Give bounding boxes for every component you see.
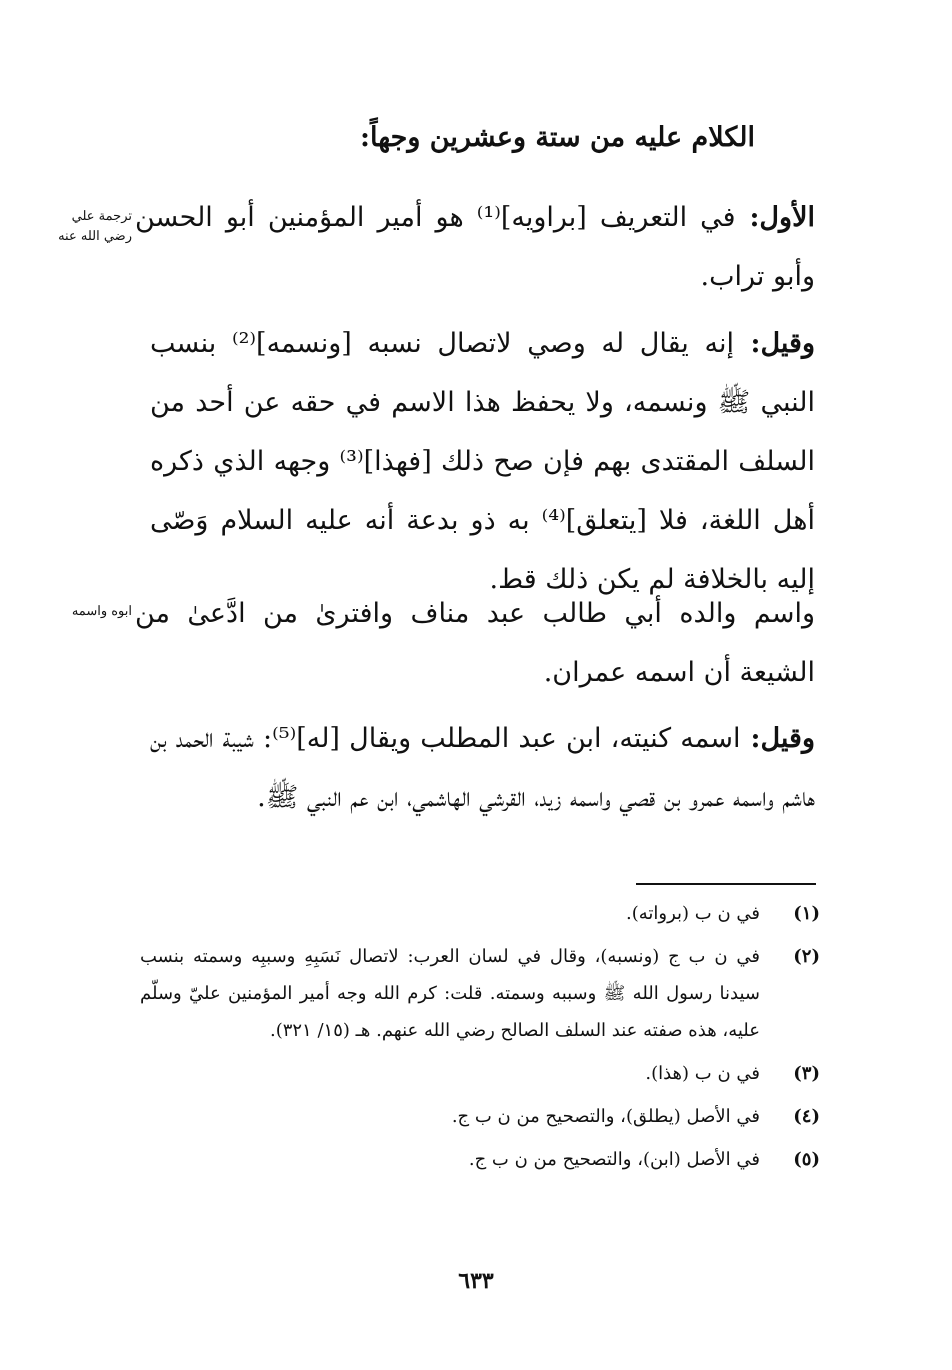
footnote-number: (٤) [793, 1106, 820, 1127]
section-heading: الكلام عليه من ستة وعشرين وجهاً: [360, 122, 755, 153]
paragraph-text: إنه يقال له وصي لاتصال نسبه [ونسمه]⁽²⁾ بنسب النبي ﷺ ونسمه، ولا يحفظ هذا الاسم في حقه عن أحد من السلف المقتدى بهم فإن صح ذلك [فهذا]⁽³⁾ وجهه الذي ذكره أهل اللغة، فلا [يتعلق]⁽⁴⁾ به ذو بدعة أنه عليه السلام وَصّى إليه بالخلافة لم يكن ذلك قط. [150, 328, 815, 595]
margin-note-ali-bio [58, 207, 132, 247]
footnote-number: (٣) [793, 1063, 820, 1084]
paragraph-wasi [150, 314, 815, 609]
footnote-number: (٢) [793, 946, 820, 967]
paragraph-text: واسم والده أبي طالب عبد مناف وافترىٰ من ادَّعىٰ من الشيعة أن اسمه عمران. [135, 598, 815, 688]
margin-note-father [72, 602, 132, 622]
paragraph-text: اسمه كنيته، ابن عبد المطلب ويقال [له]⁽⁵⁾: شيبة الحمد بن هاشم واسمه عمرو بن قصي واسمه زيد، القرشي الهاشمي، ابن عم النبي ﷺ. [150, 723, 815, 813]
footnote-item [140, 895, 820, 932]
page-number: ٦٣٣ [458, 1268, 494, 1294]
footnote-number: (١) [793, 903, 820, 924]
margin-note-line: ترجمة علي [71, 209, 132, 224]
footnote-item [140, 1098, 820, 1135]
paragraph-kunya [150, 709, 815, 827]
paragraph-father-name [135, 584, 815, 702]
margin-note-line: ابوه واسمه [71, 604, 132, 619]
paragraph-lead: وقيل: [733, 328, 815, 359]
margin-note-line: رضي الله عنه [58, 229, 132, 244]
footnote-item [140, 1141, 820, 1178]
paragraph-first [135, 188, 815, 306]
footnote-item [140, 1055, 820, 1092]
footnote-item [140, 938, 820, 1049]
footnote-text: في ن ب (برواته). [626, 903, 760, 924]
paragraph-lead: وقيل: [740, 723, 815, 754]
footnote-number: (٥) [793, 1149, 820, 1170]
footnote-text: في الأصل (يطلق)، والتصحيح من ن ب ج. [451, 1106, 760, 1127]
paragraph-text: في التعريف [براويه]⁽¹⁾ هو أمير المؤمنين أبو الحسن وأبو تراب. [135, 202, 815, 292]
footnote-text: في ن ب ج (ونسبه)، وقال في لسان العرب: لاتصال نَسَبِهِ وسببِه وسمته بنسب سيدنا رسول الله ﷺ وسببه وسمته. قلت: كرم الله وجه أمير المؤمنين عليّ وسلّم عليه، هذه صفته عند السلف الصالح رضي الله عنهم. هـ (١٥/ ٣٢١). [140, 946, 760, 1041]
footnote-text: في الأصل (ابن)، والتصحيح من ن ب ج. [468, 1149, 760, 1170]
footnotes [140, 895, 820, 1184]
footnote-text: في ن ب (هذا). [645, 1063, 760, 1084]
footnote-separator [636, 883, 816, 885]
paragraph-lead: الأول: [735, 202, 815, 233]
